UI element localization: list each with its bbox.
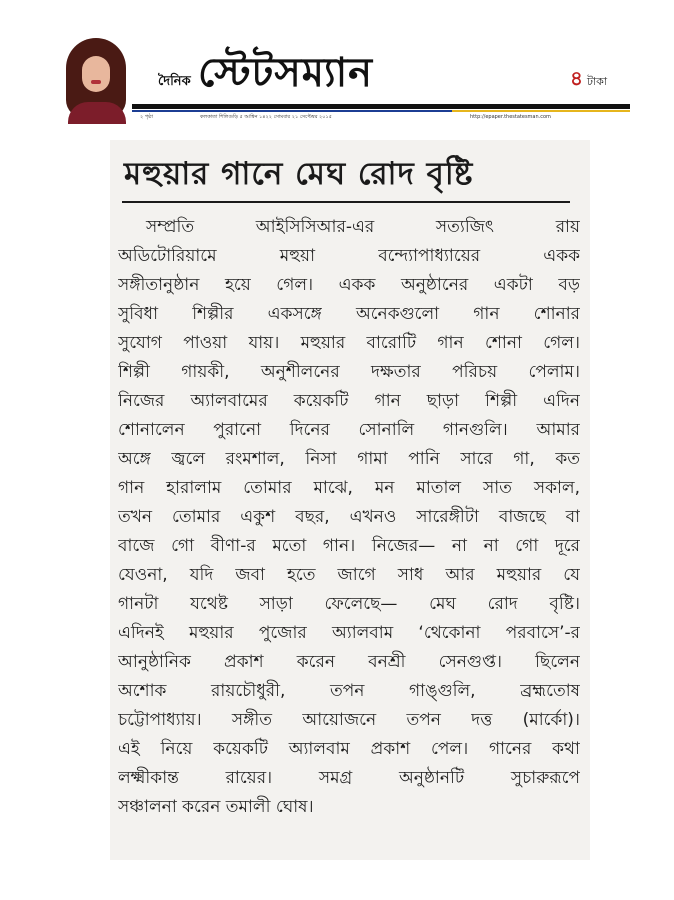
article-line: যেওনা, যদি জবা হতে জাগে সাধ আর মহুয়ার যে: [118, 565, 580, 585]
article-headline: মহুয়ার গানে মেঘ রোদ বৃষ্টি: [124, 156, 474, 192]
article-line: শিল্পী গায়কী, অনুশীলনের দক্ষতার পরিচয় পেলাম।: [118, 362, 580, 382]
masthead: [50, 30, 630, 130]
article-line: সুবিধা শিল্পীর একসঙ্গে অনেকগুলো গান শোনার: [118, 304, 580, 324]
masthead-prefix: দৈনিক: [158, 74, 191, 89]
price-label: [570, 64, 607, 97]
newspaper-logo: স্টেটসম্যান: [198, 50, 374, 96]
masthead-rule-blue: [132, 110, 452, 112]
price-value: ৪: [570, 66, 583, 90]
article-line: সঞ্চালনা করেন তমালী ঘোষ।: [118, 797, 314, 817]
article-line: এদিনই মহুয়ার পুজোর অ্যালবাম ‘থেকোনা পরবাসে’-র: [118, 623, 580, 643]
photo-face: [82, 56, 110, 92]
article-line: লক্ষ্মীকান্ত রায়ের। সমগ্র অনুষ্ঠানটি সুচারুরূপে: [118, 768, 580, 788]
article-line: এই নিয়ে কয়েকটি অ্যালবাম প্রকাশ পেল। গানের কথা: [118, 739, 580, 759]
article-line: সুযোগ পাওয়া যায়। মহুয়ার বারোটি গান শোনা গেল।: [118, 333, 580, 353]
page-number: ২ পৃষ্ঠা: [140, 114, 153, 120]
article-line: চট্টোপাধ্যায়। সঙ্গীত আয়োজনে তপন দত্ত (মার্কো)।: [118, 710, 580, 730]
headline-rule: [122, 201, 570, 203]
article-line: আনুষ্ঠানিক প্রকাশ করেন বনশ্রী সেনগুপ্ত। ছিলেন: [118, 652, 580, 672]
epaper-url: http://epaper.thestatesman.com: [470, 114, 551, 120]
photo-shoulders: [68, 102, 126, 124]
masthead-rule: [132, 104, 630, 109]
price-unit: টাকা: [586, 75, 608, 88]
masthead-rule-yellow: [452, 110, 630, 112]
photo-lips: [91, 80, 101, 84]
article-line: গানটা যথেষ্ট সাড়া ফেলেছে— মেঘ রোদ বৃষ্টি।: [118, 594, 580, 614]
article-line: সম্প্রতি আইসিসিআর-এর সত্যজিৎ রায়: [146, 217, 580, 237]
article-line: তখন তোমার একুশ বছর, এখনও সারেঙ্গীটা বাজছে বা: [118, 507, 580, 527]
dateline: কলকাতা শিলিগুড়ি ৫ আশ্বিন ১৪২২ সোমবার ২১ সেপ্টেম্বর ২০১৫: [200, 114, 333, 120]
article-line: নিজের অ্যালবামের কয়েকটি গান ছাড়া শিল্পী এদিন: [118, 391, 580, 411]
article-line: গান হারালাম তোমার মাঝে, মন মাতাল সাত সকাল,: [118, 478, 580, 498]
article-line: বাজে গো বীণা-র মতো গান। নিজের— না না গো দূরে: [118, 536, 580, 556]
article-line: শোনালেন পুরানো দিনের সোনালি গানগুলি। আমার: [118, 420, 580, 440]
article-line: অশোক রায়চৌধুরী, তপন গাঙ্গুলি, ব্রহ্মতোষ: [118, 681, 580, 701]
article-line: সঙ্গীতানুষ্ঠান হয়ে গেল। একক অনুষ্ঠানের একটা বড়: [118, 275, 580, 295]
article-body: [118, 213, 580, 822]
columnist-photo: [60, 34, 130, 124]
article-line: অঙ্গে জ্বলে রংমশাল, নিসা গামা পানি সারে গা, কত: [118, 449, 580, 469]
article-line: অডিটোরিয়ামে মহুয়া বন্দ্যোপাধ্যায়ের একক: [118, 246, 580, 266]
